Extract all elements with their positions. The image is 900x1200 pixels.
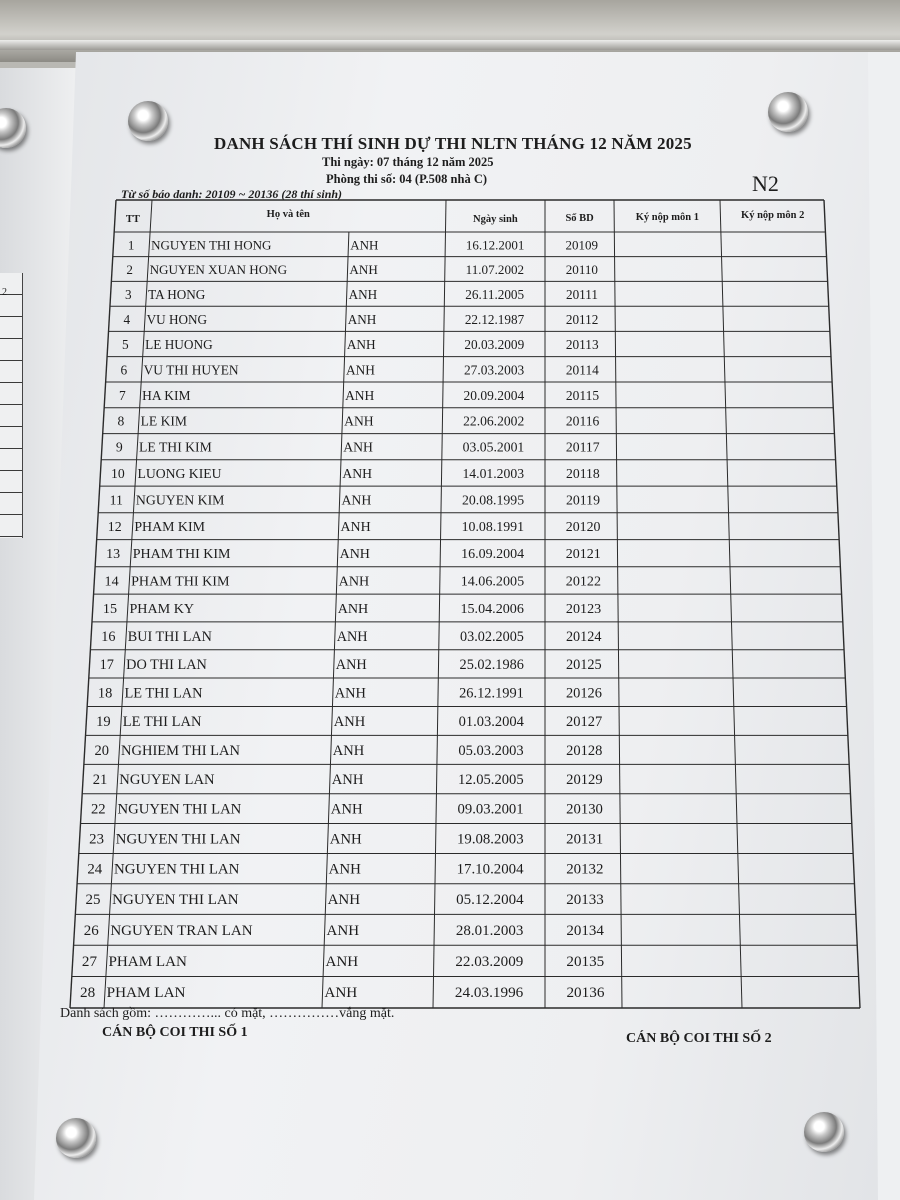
candidate-given-name: ANH (339, 547, 370, 563)
table-column-line (433, 200, 446, 1008)
candidate-birth-date: 17.10.2004 (456, 861, 524, 878)
table-column-line (720, 200, 742, 1008)
candidate-birth-date: 14.01.2003 (462, 465, 525, 481)
row-number: 25 (85, 892, 101, 909)
candidate-given-name: ANH (349, 261, 378, 277)
candidate-surname: NGUYEN LAN (119, 772, 215, 789)
document-title: DANH SÁCH THÍ SINH DỰ THI NLTN THÁNG 12 NĂM 2025 (214, 134, 692, 153)
table-header-cell: Số BD (565, 213, 594, 224)
candidate-number: 20132 (566, 861, 604, 878)
row-number: 27 (81, 953, 97, 970)
candidate-given-name: ANH (327, 892, 361, 909)
adjacent-sheet-mark: 2 (2, 287, 7, 298)
candidate-surname: VU HONG (146, 311, 208, 327)
candidate-given-name: ANH (334, 685, 366, 702)
table-column-line (614, 200, 622, 1008)
row-number: 5 (122, 336, 129, 352)
candidate-surname: LE KIM (140, 413, 188, 429)
candidate-surname: NGUYEN THI LAN (115, 831, 241, 848)
candidate-surname: LE THI LAN (124, 685, 203, 702)
candidate-surname: NGUYEN KIM (135, 492, 225, 508)
row-number: 11 (109, 492, 123, 508)
row-number: 1 (127, 237, 135, 253)
candidate-surname: DO THI LAN (126, 656, 207, 673)
candidate-number: 20126 (565, 685, 602, 702)
candidate-birth-date: 24.03.1996 (454, 984, 524, 1002)
candidate-given-name: ANH (331, 772, 364, 789)
candidate-given-name: ANH (348, 286, 378, 302)
candidate-number: 20133 (566, 892, 604, 909)
row-number: 19 (96, 713, 111, 730)
candidate-surname: LE THI LAN (122, 713, 202, 730)
candidate-number: 20128 (566, 742, 603, 759)
candidate-surname: PHAM KY (129, 601, 195, 618)
row-number: 21 (92, 772, 108, 789)
candidate-birth-date: 25.02.1986 (459, 656, 524, 673)
proctor-1-signature-label: CÁN BỘ COI THI SỐ 1 (102, 1025, 248, 1040)
candidate-birth-date: 03.05.2001 (462, 439, 525, 455)
group-tag: N2 (752, 171, 779, 196)
proctor-2-signature-label: CÁN BỘ COI THI SỐ 2 (626, 1031, 772, 1046)
candidate-given-name: ANH (330, 801, 363, 818)
table-column-line (824, 200, 860, 1008)
candidate-number: 20130 (566, 801, 603, 818)
candidate-number: 20131 (566, 831, 604, 848)
candidate-number: 20112 (565, 311, 599, 327)
table-header-cell: Họ và tên (266, 209, 310, 220)
candidate-number: 20119 (566, 492, 600, 508)
candidate-given-name: ANH (343, 439, 373, 455)
row-number: 4 (123, 311, 131, 327)
candidate-number: 20129 (566, 772, 603, 789)
candidate-given-name: ANH (332, 742, 365, 759)
candidate-number: 20123 (565, 601, 602, 618)
candidate-birth-date: 19.08.2003 (457, 831, 524, 848)
candidate-birth-date: 26.11.2005 (465, 286, 525, 302)
candidate-surname: TA HONG (148, 286, 206, 302)
candidate-surname: LE HUONG (145, 336, 213, 352)
row-number: 23 (89, 831, 104, 848)
candidate-birth-date: 05.03.2003 (458, 742, 524, 759)
candidate-birth-date: 05.12.2004 (456, 892, 524, 909)
candidate-given-name: ANH (335, 656, 367, 673)
candidate-given-name: ANH (328, 861, 361, 878)
candidate-number: 20127 (565, 713, 603, 730)
row-number: 6 (120, 362, 128, 378)
row-number: 26 (83, 922, 99, 939)
candidate-birth-date: 27.03.2003 (463, 362, 525, 378)
row-number: 16 (101, 628, 116, 645)
row-number: 14 (104, 573, 119, 590)
candidate-birth-date: 22.06.2002 (463, 413, 525, 429)
candidate-number: 20115 (565, 387, 600, 403)
row-number: 15 (102, 601, 118, 618)
candidate-birth-date: 26.12.1991 (459, 685, 524, 702)
candidate-surname: PHAM THI KIM (132, 547, 231, 563)
table-header-cell: TT (125, 214, 140, 225)
table-header-cell: Ký nộp môn 1 (635, 212, 700, 223)
candidate-number: 20120 (565, 520, 601, 536)
candidate-given-name: ANH (325, 953, 359, 970)
row-number: 2 (126, 261, 133, 277)
candidate-number: 20110 (565, 261, 598, 277)
row-number: 20 (94, 742, 109, 759)
candidate-number: 20118 (566, 465, 600, 481)
candidate-given-name: ANH (336, 628, 368, 645)
candidate-birth-date: 03.02.2005 (460, 628, 524, 645)
candidate-number: 20116 (565, 413, 600, 429)
candidate-surname: NGHIEM THI LAN (121, 742, 240, 759)
candidate-given-name: ANH (345, 362, 375, 378)
exam-room: Phòng thi số: 04 (P.508 nhà C) (326, 172, 488, 186)
candidate-birth-date: 01.03.2004 (458, 713, 524, 730)
candidate-birth-date: 11.07.2002 (465, 261, 525, 277)
candidate-given-name: ANH (346, 336, 376, 352)
candidate-birth-date: 16.12.2001 (465, 237, 525, 253)
row-number: 22 (90, 801, 106, 818)
row-number: 8 (117, 413, 125, 429)
candidate-surname: BUI THI LAN (127, 628, 212, 645)
candidate-surname: PHAM LAN (106, 984, 186, 1002)
candidate-number: 20114 (565, 362, 599, 378)
candidate-birth-date: 22.12.1987 (464, 311, 525, 327)
candidate-surname: VU THI HUYEN (143, 362, 239, 378)
table-header-cell: Ngày sinh (473, 214, 518, 225)
row-number: 7 (118, 387, 126, 403)
candidate-birth-date: 16.09.2004 (461, 547, 525, 563)
candidate-surname: NGUYEN XUAN HONG (149, 261, 288, 277)
candidate-number: 20124 (565, 628, 602, 645)
candidate-birth-date: 20.03.2009 (464, 336, 525, 352)
candidate-surname: NGUYEN THI LAN (113, 861, 240, 878)
candidate-birth-date: 14.06.2005 (460, 573, 525, 590)
candidate-given-name: ANH (345, 387, 375, 403)
candidate-surname: NGUYEN TRAN LAN (110, 922, 253, 939)
exam-date: Thi ngày: 07 tháng 12 năm 2025 (322, 155, 494, 169)
candidate-number: 20109 (565, 237, 598, 253)
candidate-birth-date: 15.04.2006 (460, 601, 524, 618)
candidate-birth-date: 12.05.2005 (457, 772, 524, 789)
candidate-given-name: ANH (344, 413, 374, 429)
row-number: 10 (110, 465, 125, 481)
candidate-given-name: ANH (340, 520, 371, 536)
candidate-given-name: ANH (347, 311, 377, 327)
candidate-birth-date: 28.01.2003 (455, 922, 524, 939)
candidate-number: 20135 (566, 953, 605, 970)
candidate-surname: HA KIM (142, 387, 191, 403)
candidate-number: 20136 (566, 984, 605, 1002)
row-number: 9 (115, 439, 123, 455)
table-header-cell: Ký nộp môn 2 (741, 210, 805, 221)
row-number: 12 (107, 520, 122, 536)
candidate-number-range: Từ số báo danh: 20109 ~ 20136 (28 thí sinh) (121, 187, 343, 201)
row-number: 24 (87, 861, 103, 878)
candidate-number: 20117 (565, 439, 600, 455)
candidate-given-name: ANH (341, 492, 372, 508)
row-number: 13 (106, 547, 121, 563)
candidate-surname: LUONG KIEU (137, 465, 222, 481)
row-number: 18 (97, 685, 113, 702)
candidate-surname: PHAM LAN (108, 953, 187, 970)
candidate-birth-date: 10.08.1991 (461, 520, 525, 536)
candidate-given-name: ANH (324, 984, 358, 1002)
candidate-number: 20111 (565, 286, 598, 302)
candidate-given-name: ANH (337, 601, 369, 618)
candidate-surname: NGUYEN THI LAN (112, 892, 239, 909)
row-number: 28 (80, 984, 96, 1002)
candidate-birth-date: 09.03.2001 (457, 801, 524, 818)
candidate-number: 20113 (565, 336, 599, 352)
candidate-birth-date: 22.03.2009 (455, 953, 524, 970)
candidate-number: 20122 (565, 573, 602, 590)
candidate-surname: PHAM KIM (134, 520, 205, 536)
candidate-number: 20121 (565, 547, 601, 563)
candidate-surname: NGUYEN THI HONG (151, 237, 272, 253)
candidate-surname: LE THI KIM (139, 439, 212, 455)
candidate-given-name: ANH (333, 713, 366, 730)
row-number: 3 (124, 286, 132, 302)
row-number: 17 (99, 656, 114, 673)
candidate-given-name: ANH (338, 573, 370, 590)
candidate-surname: PHAM THI KIM (131, 573, 230, 590)
candidate-number: 20134 (566, 922, 604, 939)
candidate-given-name: ANH (342, 465, 373, 481)
candidate-given-name: ANH (329, 831, 362, 848)
candidate-given-name: ANH (326, 922, 360, 939)
candidate-given-name: ANH (350, 237, 379, 253)
attendance-summary: Danh sách gồm: …………... có mặt, ……………vắng mặt. (60, 1006, 395, 1021)
candidate-number: 20125 (565, 656, 602, 673)
candidate-birth-date: 20.08.1995 (462, 492, 525, 508)
candidate-birth-date: 20.09.2004 (463, 387, 525, 403)
candidate-surname: NGUYEN THI LAN (117, 801, 242, 818)
